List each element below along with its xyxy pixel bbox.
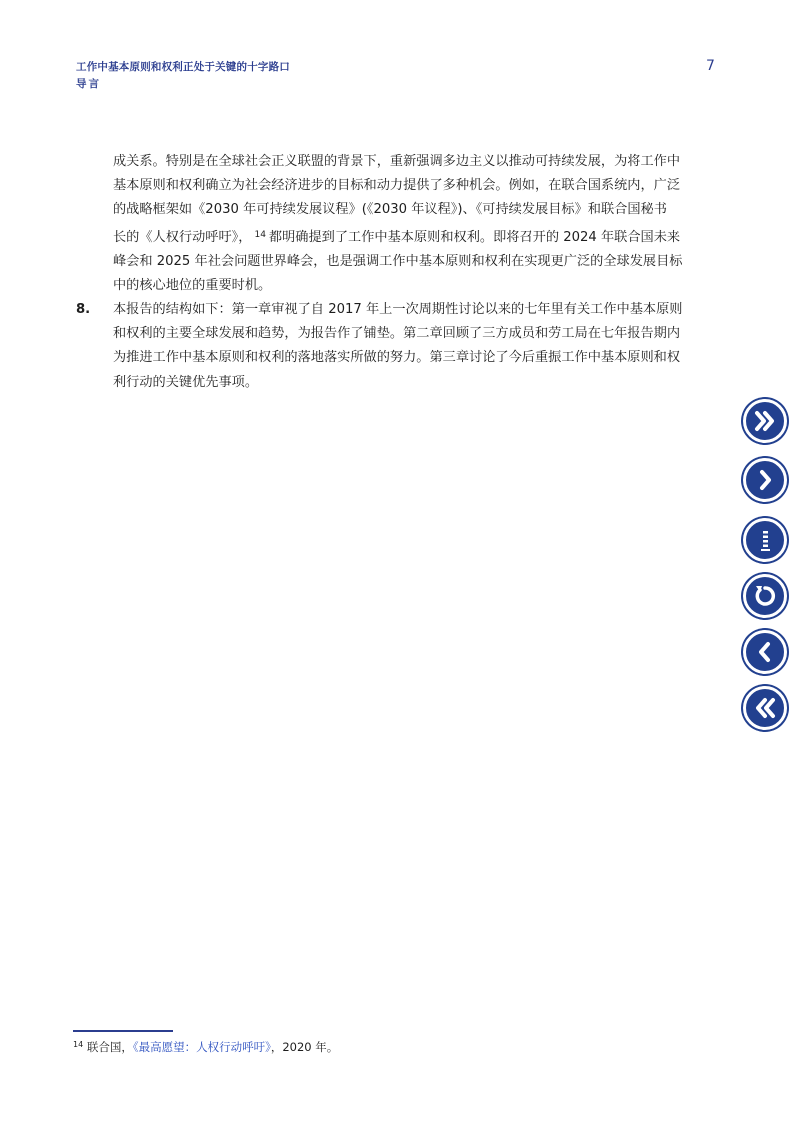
page-number: 7 xyxy=(706,58,715,74)
paragraph-number: 8. xyxy=(76,302,91,317)
menu-icon xyxy=(752,527,778,553)
chevron-right-icon xyxy=(752,467,778,493)
text-line-with-footnote xyxy=(113,223,718,250)
text-line: 峰会和 2025 年社会问题世界峰会，也是强调工作中基本原则和权利在实现更广泛的全球发展目标 xyxy=(113,253,683,269)
text-segment: 长的《人权行动呼吁》， xyxy=(113,229,252,245)
text-line: 中的核心地位的重要时机。 xyxy=(113,278,272,294)
next-page-button[interactable] xyxy=(743,458,787,502)
previous-page-button[interactable] xyxy=(743,630,787,674)
report-title: 工作中基本原则和权利正处于关键的十字路口 xyxy=(76,61,290,73)
footnote-reference[interactable]: 14 xyxy=(254,229,266,240)
footnote-suffix: ，2020 年。 xyxy=(270,1040,339,1054)
first-page-button[interactable] xyxy=(743,686,787,730)
text-line: 和权利的主要全球发展和趋势，为报告作了铺垫。第二章回顾了三方成员和劳工局在七年报告期内 xyxy=(113,326,681,342)
undo-icon xyxy=(752,583,778,609)
text-line: 利行动的关键优先事项。 xyxy=(113,374,259,390)
footnote-prefix: 联合国， xyxy=(86,1040,133,1054)
text-line: 为推进工作中基本原则和权利的落地落实所做的努力。第三章讨论了今后重振工作中基本原则和权 xyxy=(113,350,681,366)
text-line: 本报告的结构如下：第一章审视了自 2017 年上一次周期性讨论以来的七年里有关工作中基本原则 xyxy=(113,302,683,317)
text-line: 的战略框架如《2030 年可持续发展议程》(《2030 年议程》)、《可持续发展目标》和联合国秘书 xyxy=(113,202,667,218)
footnote-divider xyxy=(73,1030,173,1032)
fast-forward-button[interactable] xyxy=(743,399,787,443)
back-button[interactable] xyxy=(743,574,787,618)
text-line: 基本原则和权利确立为社会经济进步的目标和动力提供了多种机会。例如，在联合国系统内，广泛 xyxy=(113,178,681,194)
footnote-link[interactable]: 《最高愿望：人权行动呼吁》 xyxy=(132,1040,271,1054)
text-line: 成关系。特别是在全球社会正义联盟的背景下，重新强调多边主义以推动可持续发展，为将工作中 xyxy=(113,154,681,169)
contents-button[interactable] xyxy=(743,518,787,562)
paragraph-8 xyxy=(113,298,718,395)
footnote xyxy=(73,1039,338,1055)
paragraph-continued xyxy=(113,150,718,298)
footnote-number: 14 xyxy=(73,1040,84,1049)
text-segment: 都明确提到了工作中基本原则和权利。即将召开的 2024 年联合国未来 xyxy=(268,229,681,245)
double-chevron-right-icon xyxy=(752,408,778,434)
chevron-left-icon xyxy=(752,639,778,665)
double-chevron-left-icon xyxy=(752,695,778,721)
section-title: 导言 xyxy=(76,78,101,90)
